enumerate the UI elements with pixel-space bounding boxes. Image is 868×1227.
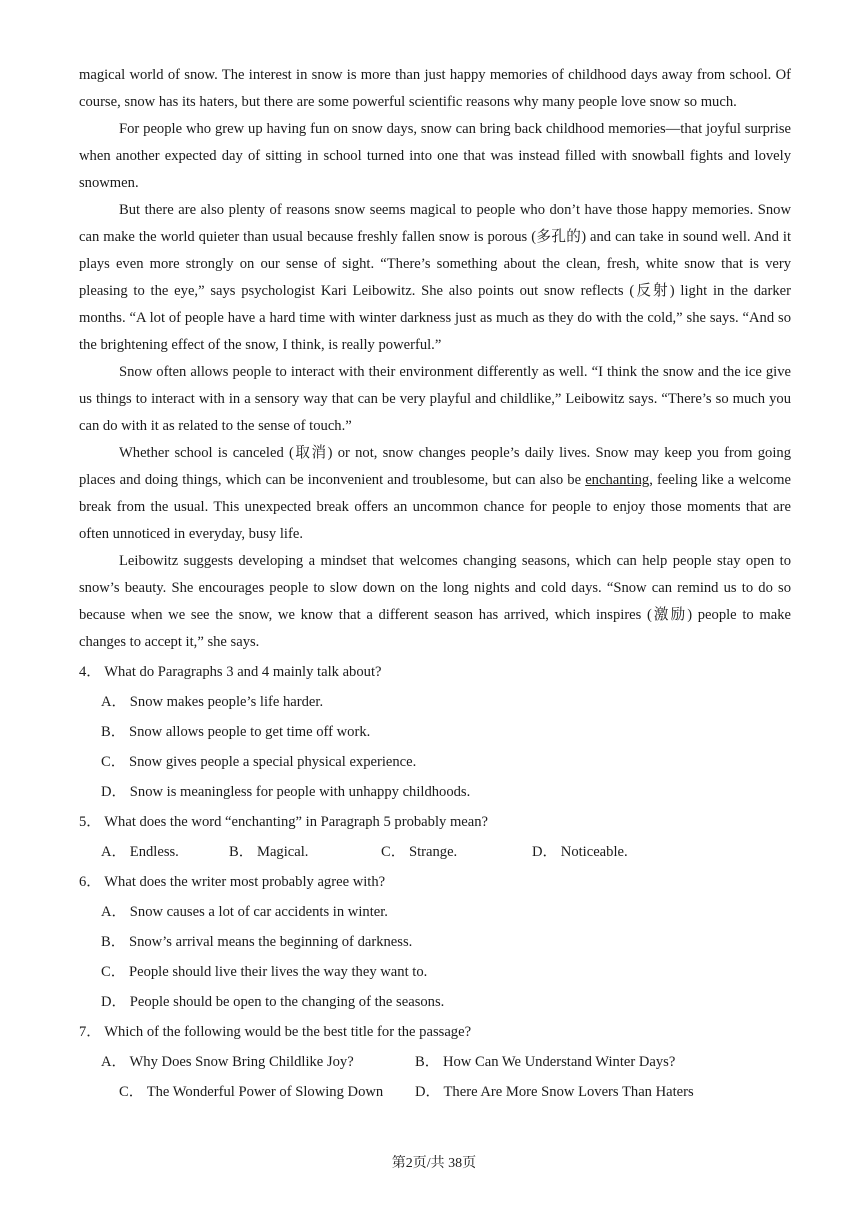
option-a: A． Snow makes people’s life harder. (101, 694, 324, 710)
option-b: B． Magical. (229, 844, 309, 860)
option-a: A． Endless. (101, 844, 179, 860)
option-b: B． How Can We Understand Winter Days? (415, 1054, 676, 1070)
option-c: C． The Wonderful Power of Slowing Down (119, 1084, 384, 1100)
option-c: C． Snow gives people a special physical experience. (101, 754, 417, 770)
question-7 (79, 1017, 791, 1107)
page-footer (0, 1152, 868, 1172)
option-a: A． Why Does Snow Bring Childlike Joy? (101, 1054, 354, 1070)
question-list (79, 657, 791, 1107)
question-stem: 6． What does the writer most probably agree with? (79, 874, 386, 890)
option-a: A． Snow causes a lot of car accidents in winter. (101, 904, 388, 920)
question-stem: 4． What do Paragraphs 3 and 4 mainly talk about? (79, 664, 382, 680)
option-b: B． Snow allows people to get time off work. (101, 724, 371, 740)
question-stem: 7． Which of the following would be the best title for the passage? (79, 1024, 472, 1040)
question-6 (79, 867, 791, 1017)
option-c: C． Strange. (381, 844, 458, 860)
option-row (79, 1047, 791, 1077)
option-d: D． People should be open to the changing of the seasons. (101, 994, 445, 1010)
paragraph-3: But there are also plenty of reasons snow seems magical to people who don’t have those happy memories. Snow can make the world quieter than usual because freshly fallen snow is porous (多孔的) and can take in sound well. And it plays even more strongly on our sense of sight. “There’s something about the clean, fresh, white snow that is very pleasing to the eye,” says psychologist Kari Leibowitz. She also points out snow reflects (反射) light in the darker months. “A lot of people have a hard time with winter darkness just as much as they do with the cold,” she says. “And so the brightening effect of the snow, I think, is really powerful.” (79, 202, 791, 353)
paragraph-5-text-start: Whether school is canceled (取消) or not, snow changes people’s daily lives. Snow may keep you from going places and doing things, which can be inconvenient and troublesome, but can also be (79, 445, 791, 488)
question-stem: 5． What does the word “enchanting” in Paragraph 5 probably mean? (79, 814, 489, 830)
paragraph-2: For people who grew up having fun on snow days, snow can bring back childhood memories—that joyful surprise when another expected day of sitting in school turned into one that was instead filled with snowball fights and lovely snowmen. (79, 121, 791, 191)
option-b: B． Snow’s arrival means the beginning of darkness. (101, 934, 413, 950)
option-c: C． People should live their lives the way they want to. (101, 964, 428, 980)
paragraph-5 (79, 440, 791, 548)
paragraph-4: Snow often allows people to interact with their environment differently as well. “I think the snow and the ice give us things to interact with in a sensory way that can be very playful and childlike,” Leibowitz says. “There’s so much you can do with it as related to the sense of touch.” (79, 364, 791, 434)
option-d: D． Noticeable. (532, 844, 628, 860)
reading-passage (79, 62, 791, 656)
paragraph-6: Leibowitz suggests developing a mindset that welcomes changing seasons, which can help people stay open to snow’s beauty. She encourages people to slow down on the long nights and cold days. “Snow can remind us to do so because when we see the snow, we know that a different season has arrived, which inspires (激励) people to make changes to accept it,” she says. (79, 553, 791, 650)
option-d: D． There Are More Snow Lovers Than Haters (415, 1084, 694, 1100)
question-5 (79, 807, 791, 867)
question-4 (79, 657, 791, 807)
underlined-word-enchanting: enchanting (585, 472, 650, 488)
option-row (79, 1077, 791, 1107)
paragraph-5-text-end: , feeling like a welcome break from the usual. This unexpected break offers an uncommon chance for people to enjoy those moments that are often unnoticed in everyday, busy life. (79, 472, 792, 542)
option-row (79, 837, 791, 867)
paragraph-1: magical world of snow. The interest in snow is more than just happy memories of childhood days away from school. Of course, snow has its haters, but there are some powerful scientific reasons why many people love snow so much. (79, 67, 791, 110)
option-d: D． Snow is meaningless for people with unhappy childhoods. (101, 784, 471, 800)
page-number: 第2页/共 38页 (391, 1156, 477, 1171)
